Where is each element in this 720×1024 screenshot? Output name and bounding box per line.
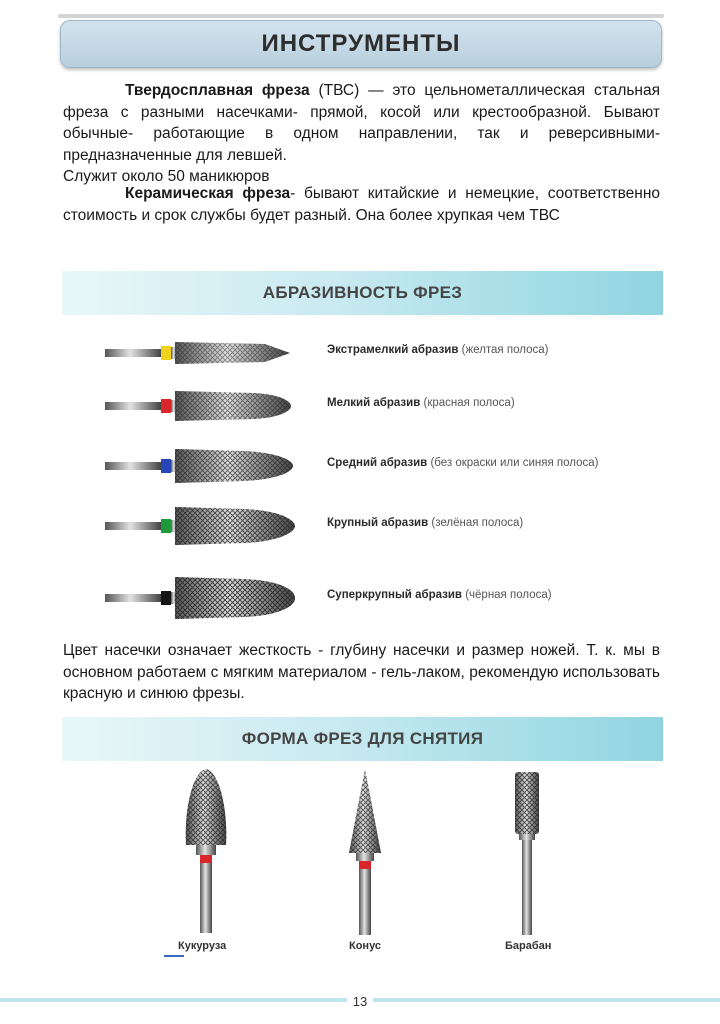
bur-image (105, 443, 305, 489)
abrasive-item (105, 503, 665, 549)
abrasive-note: (зелёная полоса) (431, 517, 524, 529)
abrasive-label (327, 517, 523, 529)
page-title-bar (60, 20, 662, 68)
abrasive-name: Мелкий абразив (327, 397, 421, 409)
abrasive-name: Суперкрупный абразив (327, 589, 462, 601)
barrel-bur-label: Барабан (505, 940, 552, 952)
carbide-term: Твердосплавная фреза (125, 82, 310, 99)
abrasive-label (327, 397, 515, 409)
carbide-description: (ТВС) — это цельнометаллическая стальная фреза с разными насечками- прямой, косой или крестообразной. Бывают обычные- работающие в одном направлении, так и реверсивными- предназначенные для левшей. (63, 82, 661, 164)
abrasive-label (327, 457, 598, 469)
bur-image (105, 383, 305, 429)
bur-image (105, 575, 305, 621)
corn-bur (178, 765, 234, 940)
grit-band (161, 459, 171, 473)
corn-bur-label: Кукуруза (178, 940, 227, 952)
abrasive-note: (без окраски или синяя полоса) (430, 457, 599, 469)
page-number (0, 994, 720, 1009)
ceramic-description: - бывают китайские и немецкие, соответственно стоимость и срок службы будет разный. Она более хрупкая чем ТВС (63, 185, 660, 224)
abrasive-item (105, 575, 665, 621)
cone-bur-image (343, 765, 387, 935)
barrel-bur-image (507, 770, 547, 935)
abrasive-note: (красная полоса) (423, 397, 515, 409)
intro-paragraph-2 (63, 183, 660, 226)
abrasive-item (105, 443, 665, 489)
grit-band (161, 591, 171, 605)
ceramic-term: Керамическая фреза (125, 185, 291, 202)
abrasive-name: Средний абразив (327, 457, 428, 469)
barrel-bur (507, 770, 547, 940)
abrasive-note: (желтая полоса) (461, 344, 549, 356)
abrasive-section-title: АБРАЗИВНОСТЬ ФРЕЗ (262, 283, 463, 302)
abrasive-item (105, 330, 665, 376)
shapes-section-title: ФОРМА ФРЕЗ ДЛЯ СНЯТИЯ (241, 729, 484, 748)
abrasive-name: Крупный абразив (327, 517, 429, 529)
abrasive-note: (чёрная полоса) (465, 589, 552, 601)
page-title: ИНСТРУМЕНТЫ (261, 30, 461, 57)
abrasive-name: Экстрамелкий абразив (327, 344, 459, 356)
intro-paragraph-1 (63, 80, 660, 188)
underline-mark (164, 955, 184, 957)
grit-band (161, 399, 171, 413)
grit-band (161, 346, 171, 360)
abrasive-section-header (62, 271, 663, 315)
bur-image (105, 503, 305, 549)
shapes-section-header (62, 717, 663, 761)
advice-paragraph: Цвет насечки означает жесткость - глубину насечки и размер ножей. Т. к. мы в основном работаем с мягким материалом - гель-лаком, рекомендую использовать красную и синюю фрезы. (63, 642, 660, 702)
cone-bur (343, 765, 387, 940)
carbide-lifetime: Служит около 50 маникюров (63, 168, 270, 185)
abrasive-label (327, 344, 548, 356)
abrasive-item (105, 383, 665, 429)
cone-bur-label: Конус (349, 940, 382, 952)
page-number-text: 13 (347, 994, 373, 1009)
page-frame-top (58, 14, 664, 18)
bur-image (105, 330, 305, 376)
corn-bur-image (178, 765, 234, 935)
grit-band (161, 519, 171, 533)
abrasive-label (327, 589, 552, 601)
